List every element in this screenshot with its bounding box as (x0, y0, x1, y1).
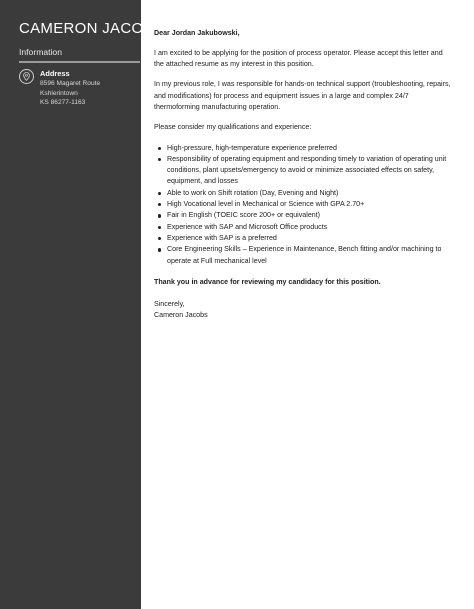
qualification-item: Able to work on Shift rotation (Day, Evening and Night) (154, 188, 454, 199)
letter-paragraph: I am excited to be applying for the position of process operator. Please accept this letter and the attached resume as my interest in this position. (154, 48, 443, 69)
sidebar (0, 0, 165, 609)
address-line-state-zip: KS 86277-1163 (40, 99, 86, 106)
information-heading: Information (19, 47, 62, 57)
qualification-item: High Vocational level in Mechanical or Science with GPA 2.70+ (154, 199, 454, 210)
address-line-city: Kshlerintown (40, 89, 78, 97)
letter-paragraph: Please consider my qualifications and experience: (154, 123, 312, 132)
signature-name: Cameron Jacobs (154, 311, 208, 320)
qualification-item: Fair in English (TOEIC score 200+ or equivalent) (154, 210, 454, 221)
location-pin-icon (19, 69, 34, 84)
qualifications-list (154, 143, 454, 267)
candidate-name: CAMERON JACOBS (19, 20, 165, 37)
qualification-item: High-pressure, high-temperature experience preferred (154, 143, 454, 154)
address-label: Address (40, 69, 70, 78)
letter-paragraph: In my previous role, I was responsible for hands-on technical support (troubleshooting, repairs, and modifications) for process and equipment issues in a large and complex 24/7 thermoforming manufacturing operation. (154, 80, 451, 111)
letter-body (154, 28, 454, 322)
qualification-item: Experience with SAP and Microsoft Office products (154, 222, 454, 233)
address-line-street: 8596 Magaret Route (40, 80, 101, 87)
closing: Sincerely, (154, 300, 185, 309)
thank-you-line: Thank you in advance for reviewing my candidacy for this position. (154, 277, 381, 286)
salutation: Dear Jordan Jakubowski, (154, 29, 240, 37)
section-divider (19, 61, 140, 63)
qualification-item: Responsibility of operating equipment and responding timely to variation of operating unit conditions, plant upsets/emergency to avoid or minimize associated effects on safety, equipment, and losses (154, 154, 454, 188)
qualification-item: Experience with SAP is a preferred (154, 233, 454, 244)
qualification-item: Core Engineering Skills – Experience in Maintenance, Bench fitting and/or machining to operate at Full mechanical level (154, 244, 454, 267)
